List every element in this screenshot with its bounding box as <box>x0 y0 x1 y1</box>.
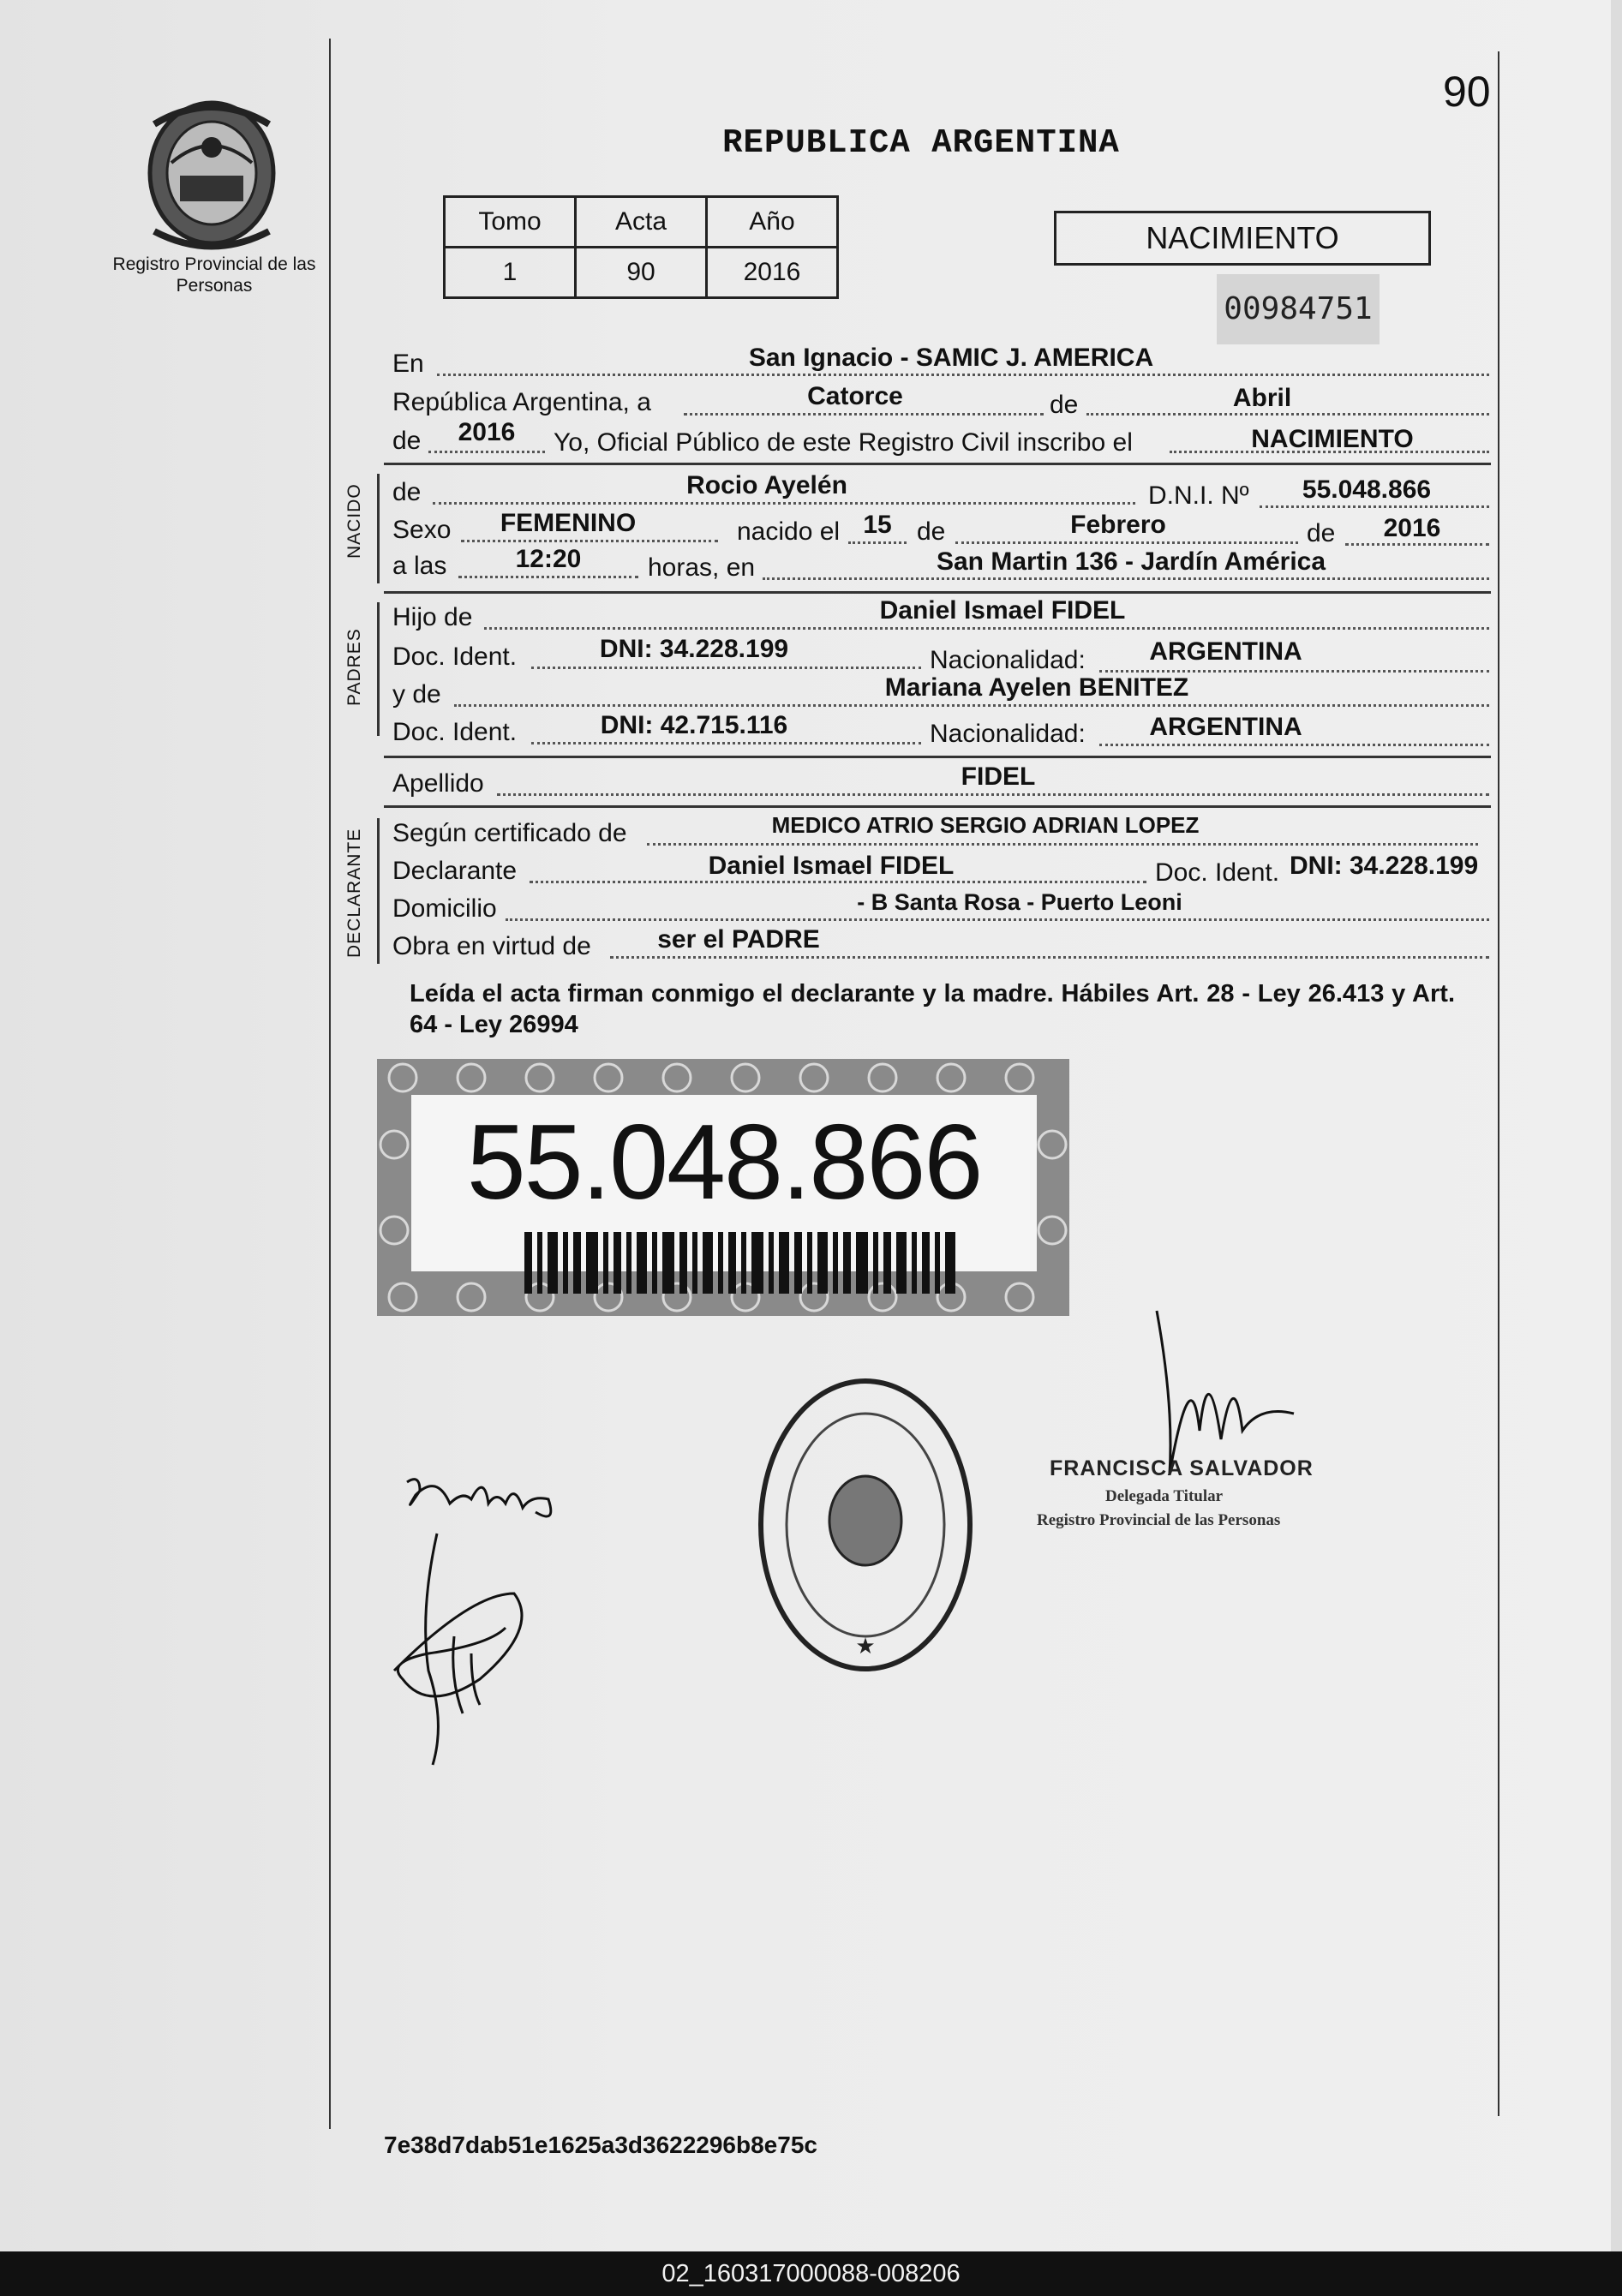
domicilio-dotline <box>506 918 1489 921</box>
domicilio-value: - B Santa Rosa - Puerto Leoni <box>857 889 1182 915</box>
declarante-bracket <box>377 818 380 964</box>
acta-header-tomo: Tomo <box>445 197 576 248</box>
acta-header-acta: Acta <box>576 197 707 248</box>
left-margin-line <box>329 39 331 2129</box>
child-name: Rocio Ayelén <box>686 471 847 499</box>
time-dotline <box>458 576 638 578</box>
nacido-el-label: nacido el <box>737 517 841 546</box>
sexo-dotline <box>461 540 718 542</box>
father-dotline <box>484 627 1489 630</box>
legal-text: Leída el acta firman conmigo el declarante y la madre. Hábiles Art. 28 - Ley 26.413 y Art. 64 - Ley 26994 <box>410 980 1455 1038</box>
place-dotline <box>437 374 1489 376</box>
certificado-value: MEDICO ATRIO SERGIO ADRIAN LOPEZ <box>771 812 1200 838</box>
name-dotline <box>433 502 1135 505</box>
separator-1 <box>384 463 1491 465</box>
padres-bracket <box>377 602 380 736</box>
nacido-section-label: NACIDO <box>344 483 364 559</box>
coat-of-arms-seal-icon <box>137 94 287 253</box>
separator-2 <box>384 591 1491 594</box>
acta-value-tomo: 1 <box>445 248 576 298</box>
padres-section-label: PADRES <box>344 628 364 706</box>
birthday-dotline <box>848 541 907 544</box>
birth-year: 2016 <box>1383 514 1441 542</box>
country-title: REPUBLICA ARGENTINA <box>722 124 1120 162</box>
certificate-type-box: NACIMIENTO <box>1054 211 1431 266</box>
en-label: En <box>392 350 424 378</box>
dni-dotline <box>1260 505 1489 508</box>
footer-id: 02_160317000088-008206 <box>661 2260 961 2287</box>
inscribe-type: NACIMIENTO <box>1251 425 1414 453</box>
apellido-value: FIDEL <box>961 762 1036 791</box>
declarante-name: Daniel Ismael FIDEL <box>708 852 955 880</box>
separator-4 <box>384 805 1491 808</box>
declarante-doc-label: Doc. Ident. <box>1155 858 1280 887</box>
birthplace-dotline <box>763 577 1489 580</box>
mother-doc-dotline <box>531 742 921 744</box>
father-name: Daniel Ismael FIDEL <box>879 596 1126 625</box>
birth-time: 12:20 <box>515 545 582 573</box>
acta-value-ano: 2016 <box>707 248 838 298</box>
serial-number: 00984751 <box>1217 274 1380 344</box>
year-value: 2016 <box>458 418 516 446</box>
certificado-dotline <box>647 843 1478 846</box>
mother-signature <box>368 1456 591 1782</box>
month-dotline <box>1086 413 1489 416</box>
father-doc-dotline <box>531 667 921 669</box>
acta-table <box>443 195 839 299</box>
separator-3 <box>384 756 1491 758</box>
hijo-de-label: Hijo de <box>392 603 473 631</box>
footer-id-bar <box>0 2251 1622 2296</box>
declarante-label: Declarante <box>392 857 518 885</box>
obra-dotline <box>610 956 1489 959</box>
day-value: Catorce <box>807 382 903 410</box>
father-doc-label: Doc. Ident. <box>392 643 518 671</box>
horas-label: horas, en <box>648 553 756 582</box>
barcode-icon <box>524 1232 961 1294</box>
declarante-dotline <box>530 881 1146 883</box>
birthmonth-dotline <box>955 541 1298 544</box>
obra-label: Obra en virtud de <box>392 932 591 960</box>
mother-nationality-dotline <box>1099 744 1489 746</box>
sexo-label: Sexo <box>392 516 452 544</box>
page-number: 90 <box>1443 68 1491 116</box>
father-doc: DNI: 34.228.199 <box>599 635 789 663</box>
year-dotline <box>428 451 545 453</box>
father-nationality-dotline <box>1099 670 1489 673</box>
registry-name: Registro Provincial de las Personas <box>112 254 316 296</box>
official-role: Delegada Titular <box>1105 1487 1224 1505</box>
nacido-bracket <box>377 474 380 583</box>
declarante-doc: DNI: 34.228.199 <box>1290 852 1479 880</box>
right-margin-line <box>1498 51 1499 2116</box>
document-hash: 7e38d7dab51e1625a3d3622296b8e75c <box>384 2132 817 2158</box>
nacido-de-label-2: de <box>917 517 946 546</box>
svg-text:★: ★ <box>855 1634 876 1659</box>
apellido-dotline <box>497 793 1489 796</box>
day-dotline <box>684 413 1044 416</box>
declarante-section-label: DECLARANTE <box>344 828 364 958</box>
republica-label: República Argentina, a <box>392 388 651 416</box>
a-las-label: a las <box>392 552 447 580</box>
certificado-label: Según certificado de <box>392 819 627 847</box>
nacido-de-label: de <box>392 478 422 506</box>
stamp-dni-number: 55.048.866 <box>466 1103 982 1222</box>
apellido-label: Apellido <box>392 769 484 798</box>
acta-header-row <box>445 197 838 248</box>
birth-day: 15 <box>863 511 892 539</box>
de-label-2: de <box>392 427 422 455</box>
oficial-text: Yo, Oficial Público de este Registro Civil inscribo el <box>554 428 1133 457</box>
stamp-inner-panel <box>411 1095 1037 1271</box>
official-name: FRANCISCA SALVADOR <box>1050 1456 1314 1480</box>
nacido-de-label-3: de <box>1307 519 1336 547</box>
father-nationality: ARGENTINA <box>1149 637 1302 666</box>
sexo-value: FEMENINO <box>500 509 637 537</box>
acta-value-acta: 90 <box>576 248 707 298</box>
mother-doc-label: Doc. Ident. <box>392 718 518 746</box>
month-value: Abril <box>1232 384 1292 412</box>
mother-nationality-label: Nacionalidad: <box>930 720 1086 748</box>
delegation-seal-icon <box>754 1371 977 1679</box>
obra-value: ser el PADRE <box>657 925 820 954</box>
mother-name: Mariana Ayelen BENITEZ <box>884 673 1189 702</box>
birth-place: San Martin 136 - Jardín América <box>936 547 1326 576</box>
place-value: San Ignacio - SAMIC J. AMERICA <box>748 344 1154 372</box>
acta-header-ano: Año <box>707 197 838 248</box>
y-de-label: y de <box>392 680 441 709</box>
acta-value-row <box>445 248 838 298</box>
birthyear-dotline <box>1345 543 1489 546</box>
child-dni: 55.048.866 <box>1302 475 1432 504</box>
mother-dotline <box>454 704 1489 707</box>
mother-doc: DNI: 42.715.116 <box>600 711 788 739</box>
domicilio-label: Domicilio <box>392 894 497 923</box>
mother-nationality: ARGENTINA <box>1149 713 1302 741</box>
dni-label: D.N.I. Nº <box>1148 481 1249 510</box>
de-label-1: de <box>1050 391 1079 419</box>
official-office: Registro Provincial de las Personas <box>1037 1511 1281 1529</box>
birth-month: Febrero <box>1070 511 1166 539</box>
dni-stamp <box>377 1059 1069 1316</box>
father-nationality-label: Nacionalidad: <box>930 646 1086 674</box>
